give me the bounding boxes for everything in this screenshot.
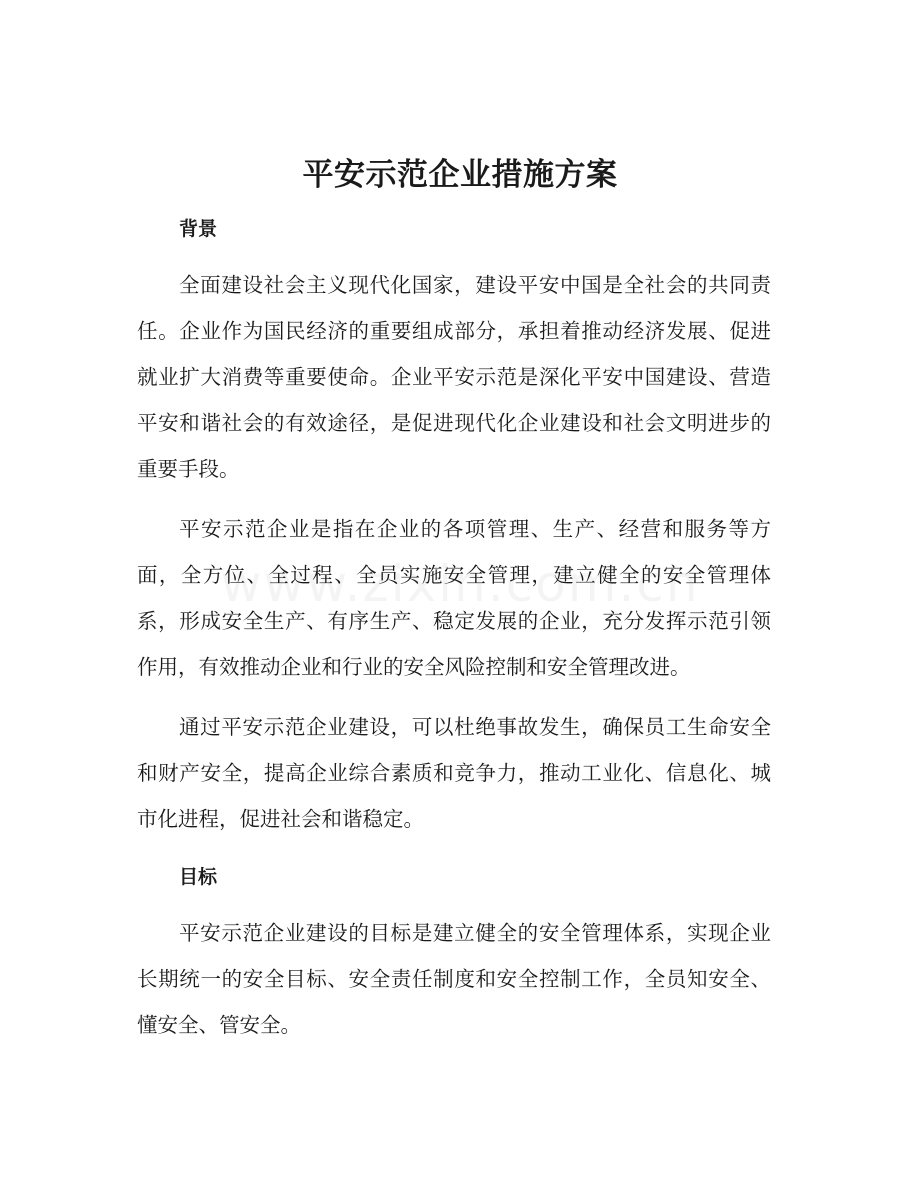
paragraph: 平安示范企业是指在企业的各项管理、生产、经营和服务等方面，全方位、全过程、全员实施安全管理，建立健全的安全管理体系，形成安全生产、有序生产、稳定发展的企业，充分发挥示范引领作用，有效推动企业和行业的安全风险控制和安全管理改进。: [137, 517, 771, 679]
section-heading-background: 背景: [179, 218, 218, 240]
document-title: 平安示范企业措施方案: [302, 157, 618, 193]
paragraph: 全面建设社会主义现代化国家，建设平安中国是全社会的共同责任。企业作为国民经济的重要组成部分，承担着推动经济发展、促进就业扩大消费等重要使命。企业平安示范是深化平安中国建设、营造平安和谐社会的有效途径，是促进现代化企业建设和社会文明进步的重要手段。: [137, 273, 771, 481]
document-body: [137, 208, 771, 1062]
section-heading-goal: 目标: [179, 866, 218, 888]
paragraph: 平安示范企业建设的目标是建立健全的安全管理体系，实现企业长期统一的安全目标、安全责任制度和安全控制工作，全员知安全、懂安全、管安全。: [137, 921, 771, 1037]
paragraph: 通过平安示范企业建设，可以杜绝事故发生，确保员工生命安全和财产安全，提高企业综合素质和竞争力，推动工业化、信息化、城市化进程，促进社会和谐稳定。: [137, 715, 771, 831]
